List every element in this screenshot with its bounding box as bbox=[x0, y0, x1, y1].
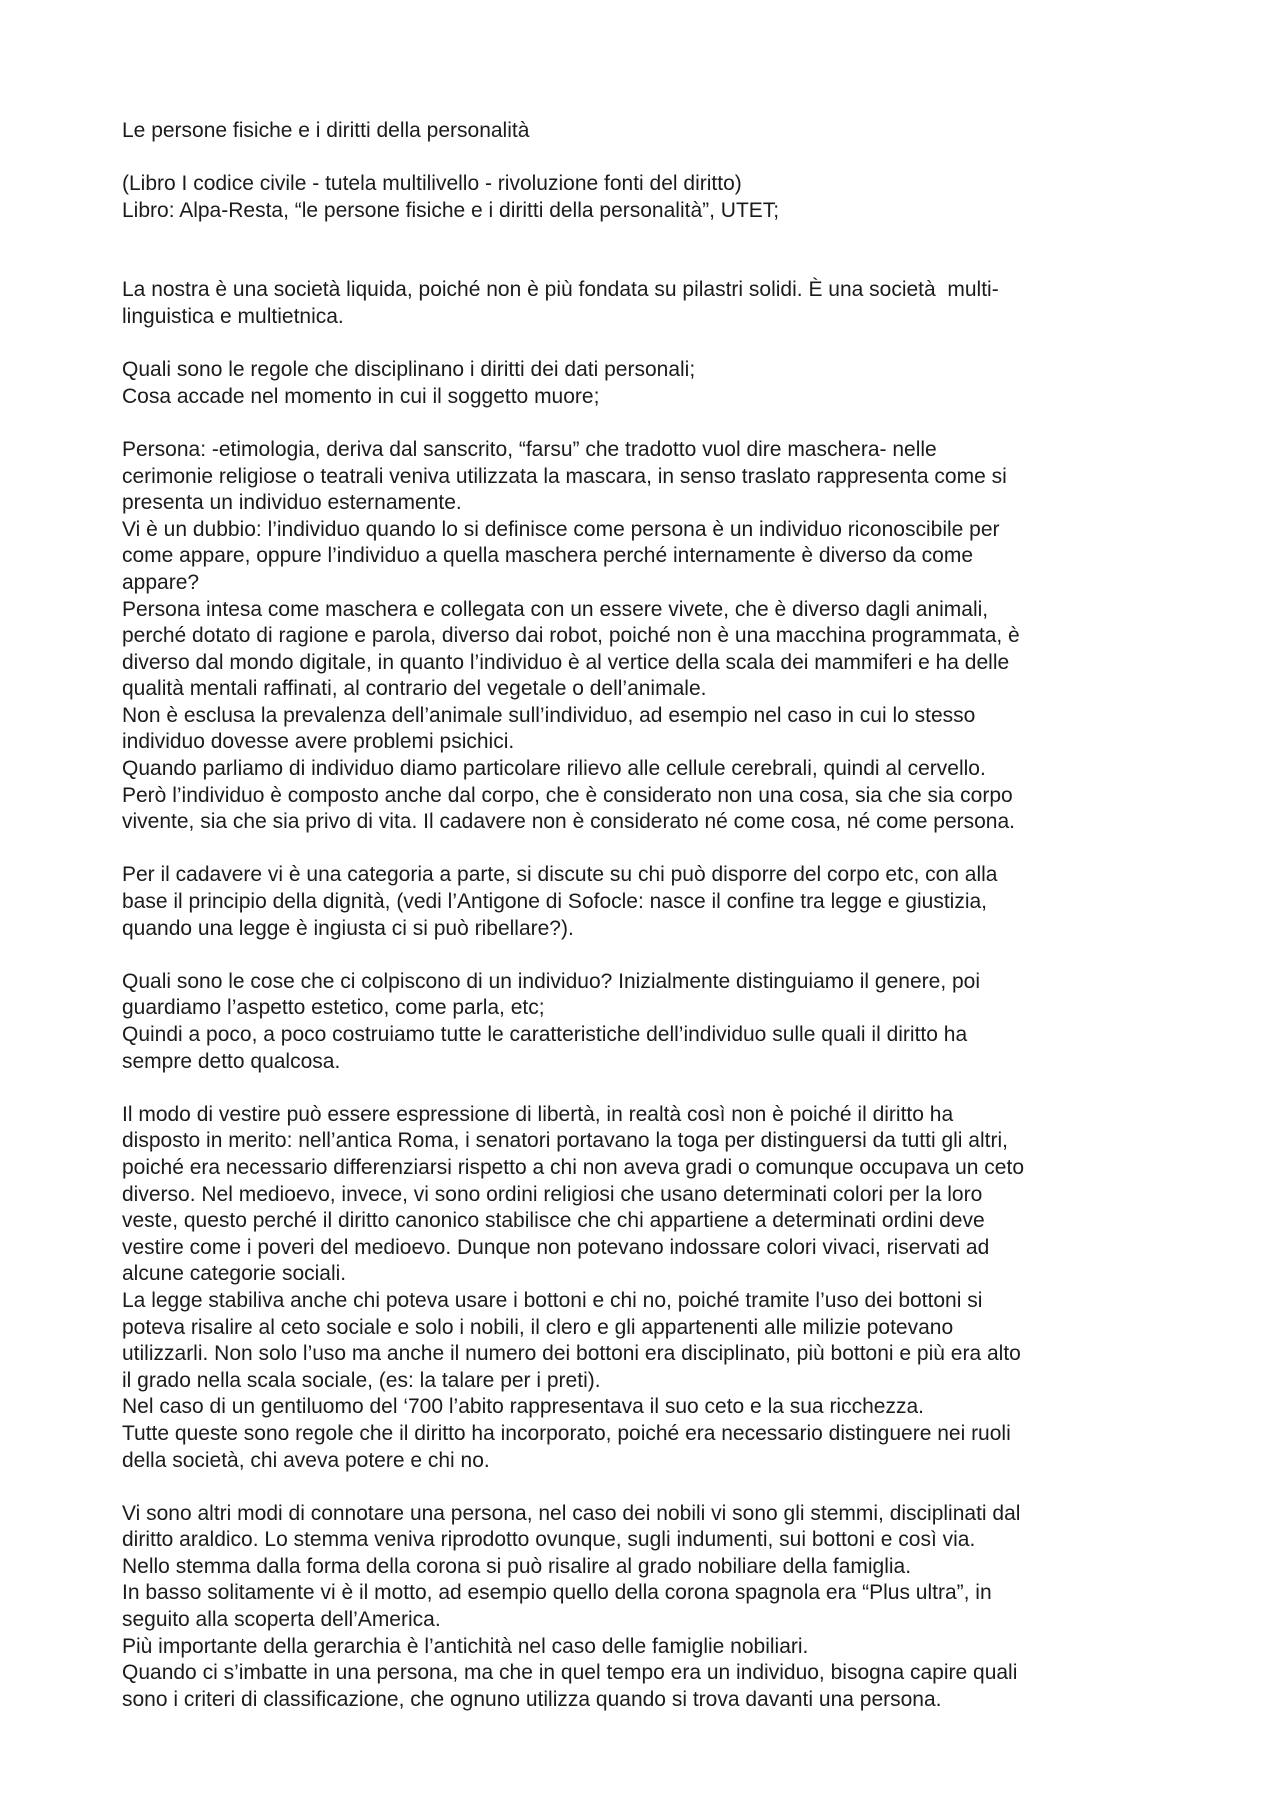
text-line: come appare, oppure l’individuo a quella maschera perché internamente è diverso da come bbox=[122, 544, 974, 568]
text-line: sempre detto qualcosa. bbox=[122, 1049, 341, 1073]
text-line: quando una legge è ingiusta ci si può ribellare?). bbox=[122, 916, 574, 940]
text-line: sono i criteri di classificazione, che ognuno utilizza quando si trova davanti una persona. bbox=[122, 1687, 942, 1711]
text-line: perché dotato di ragione e parola, diverso dai robot, poiché non è una macchina programmata, è bbox=[122, 624, 1020, 648]
text-line: Più importante della gerarchia è l’antichità nel caso delle famiglie nobiliari. bbox=[122, 1634, 809, 1658]
text-line: Il modo di vestire può essere espressione di libertà, in realtà così non è poiché il diritto ha bbox=[122, 1102, 954, 1126]
text-line: della società, chi aveva potere e chi no. bbox=[122, 1448, 490, 1472]
text-line: alcune categorie sociali. bbox=[122, 1262, 347, 1286]
paragraph bbox=[122, 437, 1182, 836]
text-line: Quando parliamo di individuo diamo particolare rilievo alle cellule cerebrali, quindi al cervello. bbox=[122, 757, 986, 781]
text-line: Quali sono le regole che disciplinano i diritti dei dati personali; bbox=[122, 358, 696, 382]
text-line: poiché era necessario differenziarsi rispetto a chi non aveva gradi o comunque occupava un ceto bbox=[122, 1155, 1024, 1179]
text-line: Persona intesa come maschera e collegata con un essere vivete, che è diverso dagli animali, bbox=[122, 597, 989, 621]
text-line: individuo dovesse avere problemi psichici. bbox=[122, 730, 515, 754]
text-line: appare? bbox=[122, 570, 200, 594]
text-line: poteva risalire al ceto sociale e solo i nobili, il clero e gli appartenenti alle milizie potevano bbox=[122, 1315, 954, 1339]
paragraph bbox=[122, 1501, 1182, 1714]
text-line: Quando ci s’imbatte in una persona, ma che in quel tempo era un individuo, bisogna capire quali bbox=[122, 1661, 1018, 1685]
text-line: guardiamo l’aspetto estetico, come parla, etc; bbox=[122, 996, 545, 1020]
text-line: seguito alla scoperta dell’America. bbox=[122, 1608, 441, 1632]
text-line: Tutte queste sono regole che il diritto ha incorporato, poiché era necessario distinguere nei ruoli bbox=[122, 1421, 1011, 1445]
text-line: diverso. Nel medioevo, invece, vi sono ordini religiosi che usano determinati colori per la loro bbox=[122, 1182, 983, 1206]
text-line: il grado nella scala sociale, (es: la talare per i preti). bbox=[122, 1368, 601, 1392]
paragraph bbox=[122, 862, 1182, 942]
text-line: Per il cadavere vi è una categoria a parte, si discute su chi può disporre del corpo etc, con alla bbox=[122, 863, 998, 887]
document-page bbox=[122, 118, 1182, 1713]
text-line: Vi sono altri modi di connotare una persona, nel caso dei nobili vi sono gli stemmi, disciplinati dal bbox=[122, 1501, 1021, 1525]
text-line: Cosa accade nel momento in cui il soggetto muore; bbox=[122, 384, 600, 408]
text-line: vestire come i poveri del medioevo. Dunque non potevano indossare colori vivaci, riservati ad bbox=[122, 1235, 990, 1259]
text-line: Vi è un dubbio: l’individuo quando lo si definisce come persona è un individuo riconoscibile per bbox=[122, 517, 1000, 541]
text-line: Quindi a poco, a poco costruiamo tutte le caratteristiche dell’individuo sulle quali il diritto ha bbox=[122, 1023, 968, 1046]
text-line: Persona: -etimologia, deriva dal sanscrito, “farsu” che tradotto vuol dire maschera- nelle bbox=[122, 437, 937, 461]
text-line: vivente, sia che sia privo di vita. Il cadavere non è considerato né come cosa, né come persona. bbox=[122, 810, 1015, 834]
text-line: Quali sono le cose che ci colpiscono di un individuo? Inizialmente distinguiamo il genere, poi bbox=[122, 969, 981, 993]
paragraph bbox=[122, 277, 1182, 330]
text-line: diritto araldico. Lo stemma veniva riprodotto ovunque, sugli indumenti, sui bottoni e così via. bbox=[122, 1528, 976, 1552]
paragraph bbox=[122, 1102, 1182, 1474]
text-line: qualità mentali raffinati, al contrario del vegetale o dell’animale. bbox=[122, 677, 707, 701]
paragraph bbox=[122, 171, 1182, 224]
paragraph bbox=[122, 969, 1182, 1075]
text-line: La nostra è una società liquida, poiché non è più fondata su pilastri solidi. È una società multi- bbox=[122, 278, 999, 302]
text-line: In basso solitamente vi è il motto, ad esempio quello della corona spagnola era “Plus ultra”, in bbox=[122, 1581, 992, 1605]
text-line: veste, questo perché il diritto canonico stabilisce che chi appartiene a determinati ordini deve bbox=[122, 1209, 985, 1233]
text-line: diverso dal mondo digitale, in quanto l’individuo è al vertice della scala dei mammiferi e ha delle bbox=[122, 650, 1010, 674]
text-line: linguistica e multietnica. bbox=[122, 304, 344, 328]
text-line: Nello stemma dalla forma della corona si può risalire al grado nobiliare della famiglia. bbox=[122, 1554, 912, 1578]
document-body bbox=[122, 171, 1182, 1713]
text-line: Libro: Alpa-Resta, “le persone fisiche e i diritti della personalità”, UTET; bbox=[122, 198, 780, 222]
paragraph bbox=[122, 357, 1182, 410]
text-line: Nel caso di un gentiluomo del ‘700 l’abito rappresentava il suo ceto e la sua ricchezza. bbox=[122, 1395, 924, 1419]
text-line: base il principio della dignità, (vedi l’Antigone di Sofocle: nasce il confine tra legge e giustizia, bbox=[122, 890, 988, 914]
text-line: disposto in merito: nell’antica Roma, i senatori portavano la toga per distinguersi da tutti gli altri, bbox=[122, 1129, 1008, 1153]
text-line: presenta un individuo esternamente. bbox=[122, 491, 462, 515]
text-line: utilizzarli. Non solo l’uso ma anche il numero dei bottoni era disciplinato, più bottoni e più era alto bbox=[122, 1342, 1021, 1366]
text-line: Però l’individuo è composto anche dal corpo, che è considerato non una cosa, sia che sia corpo bbox=[122, 783, 1013, 807]
document-title: Le persone fisiche e i diritti della personalità bbox=[122, 119, 530, 142]
text-line: Non è esclusa la prevalenza dell’animale sull’individuo, ad esempio nel caso in cui lo stesso bbox=[122, 703, 976, 727]
text-line: La legge stabiliva anche chi poteva usare i bottoni e chi no, poiché tramite l’uso dei bottoni si bbox=[122, 1288, 983, 1312]
text-line: cerimonie religiose o teatrali veniva utilizzata la mascara, in senso traslato rappresenta come si bbox=[122, 464, 1007, 488]
text-line: (Libro I codice civile - tutela multilivello - rivoluzione fonti del diritto) bbox=[122, 172, 742, 196]
